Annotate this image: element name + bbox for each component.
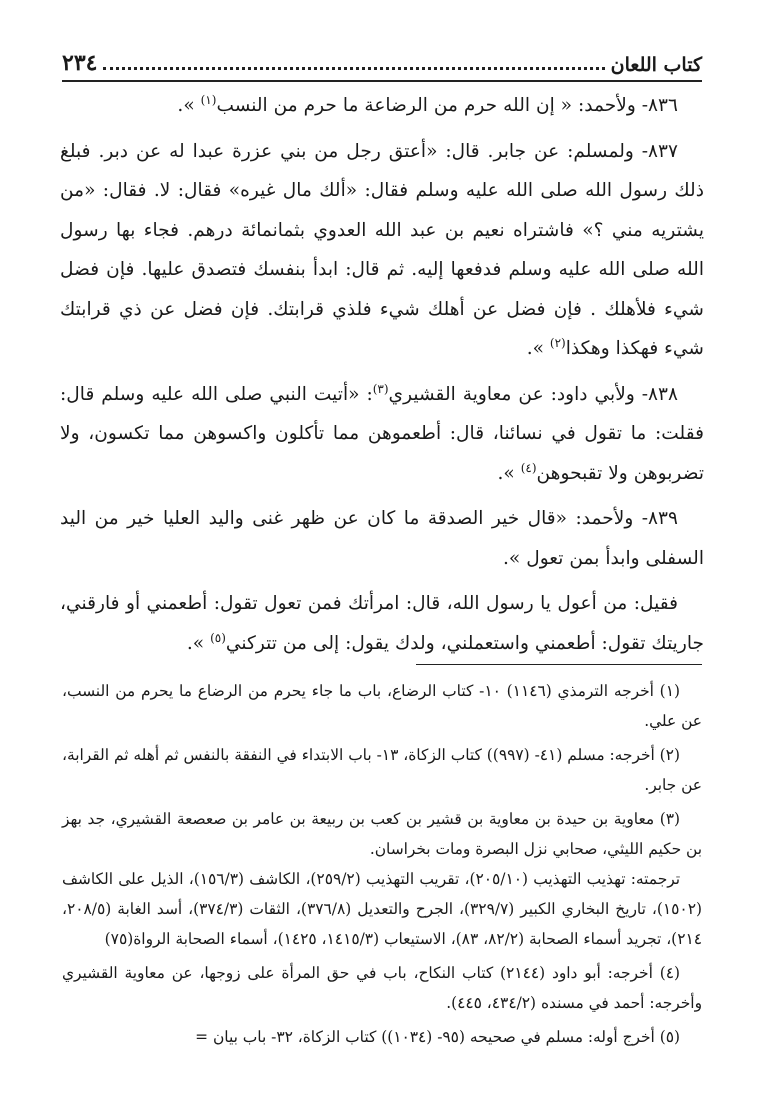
footnote-4: (٤) أخرجه: أبو داود (٢١٤٤) كتاب النكاح، باب في حق المرأة على زوجها، عن معاوية القشيري وأخرجه: أحمد في مسنده (٤٣٤/٢، ٤٤٥). <box>62 964 702 1012</box>
chapter-title: كتاب اللعان <box>610 54 702 76</box>
hadith-839: ٨٣٩- ولأحمد: «قال خير الصدقة ما كان عن ظهر غنى واليد العليا خير من اليد السفلى وابدأ بمن تعول ». <box>60 508 704 569</box>
footnote-ref-2: (٢) <box>549 335 566 350</box>
header-rule <box>62 80 702 82</box>
footnote-ref-4: (٤) <box>520 460 537 475</box>
hadith-837: ٨٣٧- ولمسلم: عن جابر. قال: «أعتق رجل من بني عزرة عبدا له عن دبر. فبلغ ذلك رسول الله صلى الله عليه وسلم فقال: «ألك مال غيره» فقال: لا. فقال: «من يشتريه مني ؟» فاشتراه نعيم بن عبد الله العدوي بثمانمائة درهم. فجاء بها رسول الله صلى الله عليه وسلم فدفعها إليه. ثم قال: ابدأ بنفسك فتصدق عليها. فإن فضل شيء فلأهلك . فإن فضل عن أهلك شيء فلذي قرابتك. فإن فضل عن ذي قرابتك شيء فهكذا وهكذا$^{(٢)}$ ». <box>60 140 704 359</box>
hadith-839-continuation: فقيل: من أعول يا رسول الله، قال: امرأتك فمن تعول تقول: أطعمني أو فارقني، جاريتك تقول: أطعمني واستعملني، ولدك يقول: إلى من تتركني$^{(٥)}$ ». <box>60 593 704 654</box>
hadith-836: ٨٣٦- ولأحمد: « إن الله حرم من الرضاعة ما حرم من النسب$^{(١)}$ ». <box>177 92 678 116</box>
footnote-5: (٥) أخرج أوله: مسلم في صحيحه (٩٥- (١٠٣٤)) كتاب الزكاة، ٣٢- باب بيان = <box>195 1028 680 1046</box>
footnote-ref-1: (١) <box>200 92 217 107</box>
footnote-ref-5: (٥) <box>210 630 226 645</box>
page-number: ٢٣٤ <box>62 50 98 76</box>
footnote-ref-3: (٣) <box>372 381 389 396</box>
footnote-separator <box>416 664 702 665</box>
footnotes <box>62 676 702 1052</box>
footnote-1: (١) أخرجه الترمذي (١١٤٦) ١٠- كتاب الرضاع، باب ما جاء يحرم من الرضاع ما يحرم من النسب، عن علي. <box>62 682 702 730</box>
header-dot-leader <box>103 67 604 70</box>
hadith-838: ٨٣٨- ولأبي داود: عن معاوية القشيري$^{(٣)}$: «أتيت النبي صلى الله عليه وسلم قال: فقلت: ما تقول في نسائنا، قال: أطعموهن مما تأكلون واكسوهن مما تكسون، ولا تضربوهن ولا تقبحوهن$^{(٤)}$ ». <box>60 381 704 484</box>
footnote-2: (٢) أخرجه: مسلم (٤١- (٩٩٧)) كتاب الزكاة، ١٣- باب الابتداء في النفقة بالنفس ثم أهله ثم القرابة، عن جابر. <box>62 746 702 794</box>
page-header <box>62 38 702 76</box>
footnote-3-biography: ترجمته: تهذيب التهذيب (٢٠٥/١٠)، تقريب التهذيب (٢٥٩/٢)، الكاشف (١٥٦/٣)، الذيل على الكاشف (١٥٠٢)، تاريخ البخاري الكبير (٣٢٩/٧)، الجرح والتعديل (٣٧٦/٨)، الثقات (٣٧٤/٣)، أسد الغابة (٢٠٨/٥، ٢١٤)، تجريد أسماء الصحابة (٨٢/٢، ٨٣)، الاستيعاب (١٤١٥/٣، ١٤٢٥)، أسماء الصحابة الرواة(٧٥) <box>62 870 702 948</box>
main-text <box>60 86 704 663</box>
footnote-3: (٣) معاوية بن حيدة بن معاوية بن قشير بن كعب بن ربيعة بن عامر بن صعصعة القشيري، جد بهز بن حكيم الليثي، صحابي نزل البصرة ومات بخراسان. <box>62 810 702 858</box>
